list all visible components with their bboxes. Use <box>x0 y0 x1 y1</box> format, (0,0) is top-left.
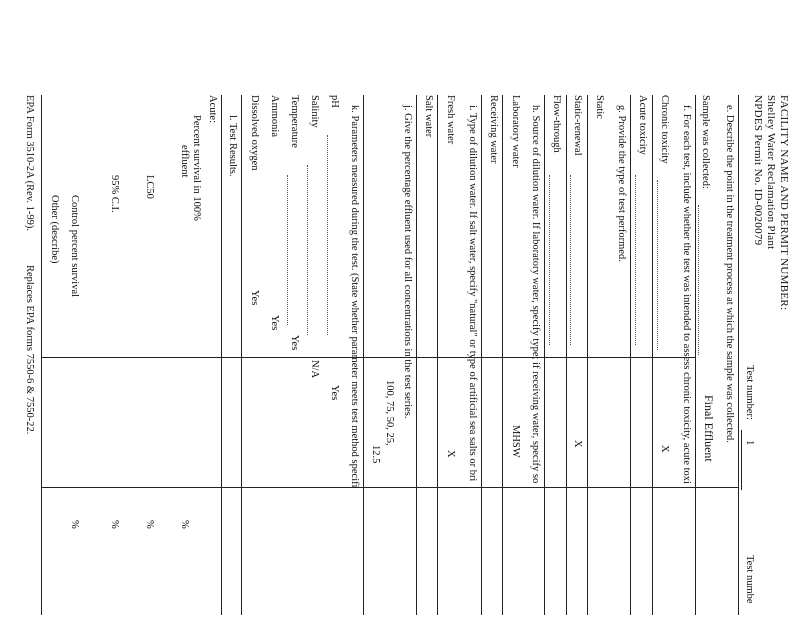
test-number-label: Test number: <box>744 365 755 420</box>
chronic-toxicity-label: Chronic toxicity <box>659 95 670 164</box>
acute-toxicity-label: Acute toxicity <box>637 95 648 155</box>
test-number-right: Test numbe <box>744 555 755 604</box>
param-value-temperature: Yes <box>289 335 300 351</box>
param-label-salinity: Salinity <box>309 95 320 128</box>
sample-collected-label: Sample was collected: <box>700 95 711 189</box>
control-survival-unit: % <box>69 520 80 529</box>
chronic-toxicity-mark: X <box>659 445 670 453</box>
laboratory-water-label: Laboratory water <box>510 95 521 168</box>
param-value-dissolved-oxygen: Yes <box>249 290 260 306</box>
sample-collected-value: Final Effluent <box>702 395 716 462</box>
item-l-text: l. Test Results. <box>227 115 238 177</box>
param-label-dissolved-oxygen: Dissolved oxygen <box>249 95 260 171</box>
param-value-ammonia: Yes <box>269 315 280 331</box>
param-value-salinity: N/A <box>309 360 320 379</box>
facility-name: Shelley Water Reclamation Plant <box>765 95 777 250</box>
acute-results-label: Acute: <box>207 95 218 123</box>
row-divider <box>437 95 438 615</box>
chronic-dots <box>657 180 658 350</box>
item-e-text: e. Describe the point in the treatment process at which the sample was collected. <box>724 105 735 443</box>
row-divider <box>566 95 567 615</box>
effluent-percentages-line2: 12.5 <box>370 445 381 464</box>
row-divider <box>363 95 364 615</box>
effluent-label: effluent <box>179 145 190 178</box>
row-divider <box>630 95 631 615</box>
param-value-ph: Yes <box>329 385 340 401</box>
row-divider <box>221 95 222 615</box>
param-label-ammonia: Ammonia <box>269 95 280 137</box>
test-number-value: 1 <box>744 440 755 446</box>
static-renewal-mark: X <box>572 440 583 448</box>
row-divider <box>41 95 42 615</box>
param-dots <box>307 165 308 335</box>
row-divider <box>416 95 417 615</box>
control-survival-label: Control percent survival <box>69 195 80 298</box>
item-g-text: g. Provide the type of test performed. <box>616 105 627 262</box>
other-describe-label: Other (describe) <box>49 195 60 264</box>
row-divider <box>652 95 653 615</box>
npdes-permit: NPDES Permit No. ID-0020079 <box>752 95 764 246</box>
item-i-text: i. Type of dilution water. If salt water, specify "natural" or type of artificial sea salts or bri <box>467 105 478 482</box>
lc50-label: LC50 <box>144 175 155 199</box>
effluent-percentages-line1: 100, 75, 50, 25, <box>384 380 395 446</box>
flow-through-dots <box>549 175 550 345</box>
flow-through-label: Flow-through <box>551 95 562 153</box>
row-divider <box>738 95 739 615</box>
ci95-label: 95% C.I. <box>109 175 120 213</box>
column-line <box>42 357 696 358</box>
receiving-water-label: Receiving water <box>488 95 499 164</box>
rotated-form-page <box>5 95 795 615</box>
ci95-unit: % <box>109 520 120 529</box>
percent-survival-unit: % <box>179 520 190 529</box>
param-dots <box>287 175 288 325</box>
static-renewal-label: Static-renewal <box>572 95 583 156</box>
param-dots <box>327 135 328 335</box>
row-divider <box>695 95 696 615</box>
column-line <box>42 487 739 488</box>
item-f-text: f. For each test, include whether the test was intended to assess chronic toxicity, acute toxi <box>681 105 692 484</box>
form-replaces: Replaces EPA forms 7550-6 & 7550-22. <box>24 265 35 435</box>
item-h-text: h. Source of dilution water. If laboratory water, specify type; if receiving water, specify so <box>530 105 541 484</box>
row-divider <box>481 95 482 615</box>
param-label-temperature: Temperature <box>289 95 300 148</box>
item-j-text: j. Give the percentage effluent used for all concentrations in the test series. <box>402 105 413 419</box>
fresh-water-label: Fresh water <box>445 95 456 145</box>
item-k-text: k. Parameters measured during the test. (State whether parameter meets test method specifi <box>349 105 360 488</box>
form-id: EPA Form 3510-2A (Rev. 1-99). <box>24 95 35 232</box>
sample-dots <box>698 205 699 355</box>
static-renewal-dots <box>570 175 571 345</box>
row-divider <box>241 95 242 615</box>
row-divider <box>544 95 545 615</box>
facility-label: FACILITY NAME AND PERMIT NUMBER: <box>778 95 790 311</box>
percent-survival-label: Percent survival in 100% <box>191 115 202 221</box>
param-label-ph: pH <box>329 95 340 108</box>
row-divider <box>502 95 503 615</box>
test-number-line <box>741 430 742 490</box>
laboratory-water-value: MHSW <box>510 425 521 458</box>
static-label: Static <box>594 95 605 119</box>
row-divider <box>587 95 588 615</box>
fresh-water-mark: X <box>445 450 456 458</box>
acute-dots <box>635 175 636 345</box>
salt-water-label: Salt water <box>423 95 434 138</box>
lc50-unit: % <box>144 520 155 529</box>
